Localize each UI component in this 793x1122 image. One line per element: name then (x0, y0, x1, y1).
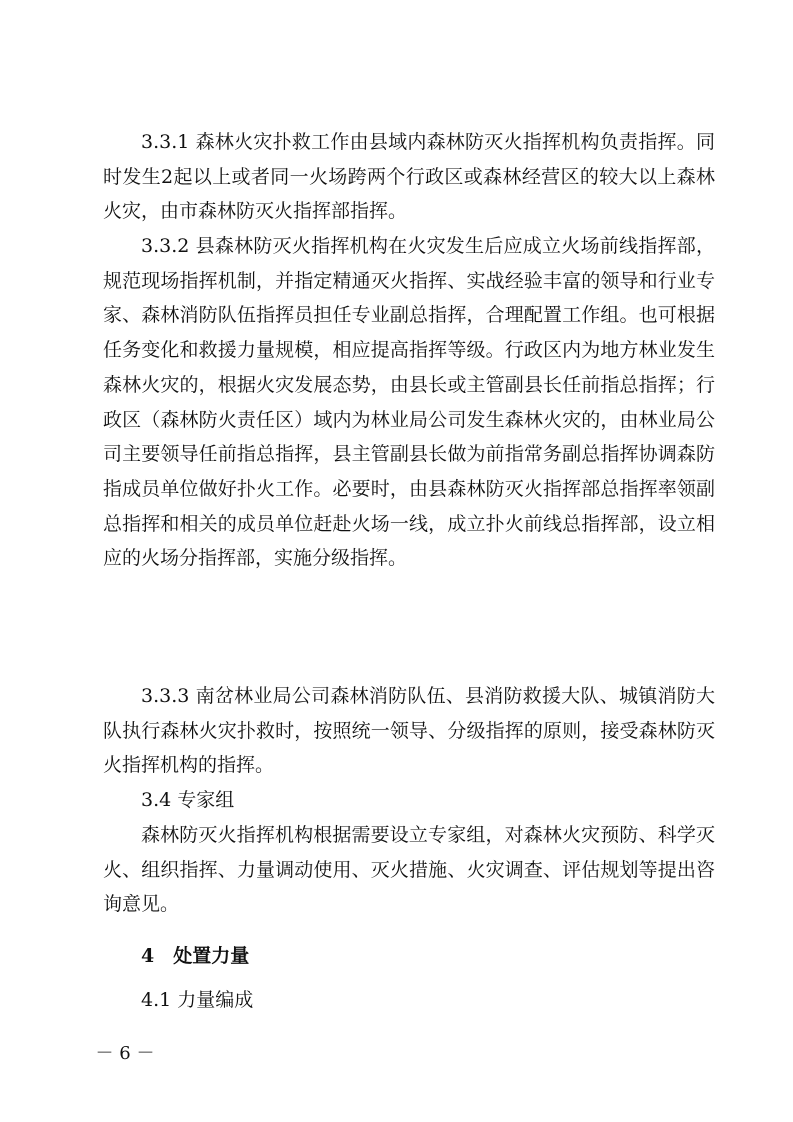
paragraph-3-4: 森林防灭火指挥机构根据需要设立专家组，对森林火灾预防、科学灭火、组织指挥、力量调动使用、灭火措施、火灾调查、评估规划等提出咨询意见。 (103, 824, 715, 916)
paragraph-3-3-1: 3.3.1 森林火灾扑救工作由县域内森林防灭火指挥机构负责指挥。同时发生2起以上或者同一火场跨两个行政区或森林经营区的较大以上森林火灾，由市森林防灭火指挥部指挥。 (103, 131, 715, 223)
page-number: － 6 － (95, 1043, 155, 1064)
paragraph-3-3-2: 3.3.2 县森林防灭火指挥机构在火灾发生后应成立火场前线指挥部，规范现场指挥机制，并指定精通灭火指挥、实战经验丰富的领导和行业专家、森林消防队伍指挥员担任专业副总指挥，合理配置工作组。也可根据任务变化和救援力量规模，相应提高指挥等级。行政区内为地方林业发生森林火灾的，根据火灾发展态势，由县长或主管副县长任前指总指挥；行政区（森林防火责任区）域内为林业局公司发生森林火灾的，由林业局公司主要领导任前指总指挥，县主管副县长做为前指常务副总指挥协调森防指成员单位做好扑火工作。必要时，由县森林防灭火指挥部总指挥率领副总指挥和相关的成员单位赶赴火场一线，成立扑火前线总指挥部，设立相应的火场分指挥部，实施分级指挥。 (103, 235, 715, 570)
heading-3-4: 3.4 专家组 (141, 789, 235, 811)
heading-4-1: 4.1 力量编成 (141, 989, 254, 1011)
heading-4: 4 处置力量 (141, 945, 250, 967)
paragraph-3-3-3: 3.3.3 南岔林业局公司森林消防队伍、县消防救援大队、城镇消防大队执行森林火灾扑救时，按照统一领导、分级指挥的原则，接受森林防灭火指挥机构的指挥。 (103, 685, 715, 777)
